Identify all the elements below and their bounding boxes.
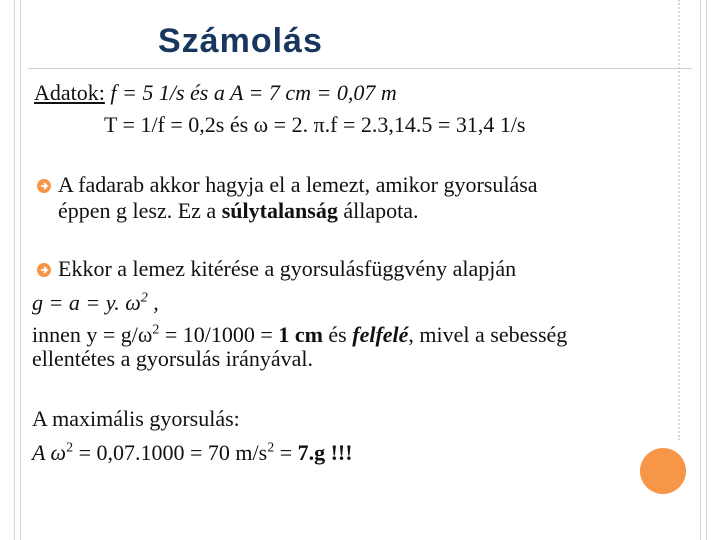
- left-frame-line-inner: [20, 0, 21, 540]
- max-acc-mid: = 0,07.1000 = 70 m/s: [73, 440, 268, 465]
- left-frame-line: [14, 0, 15, 540]
- bullet2-formula: [32, 290, 159, 316]
- bullet2-line3-pre: innen y = g/ω: [32, 322, 153, 347]
- bullet2-line1: Ekkor a lemez kitérése a gyorsulásfüggvény alapján: [58, 256, 517, 281]
- max-acc-bold: 7.g !!!: [297, 440, 353, 465]
- title-divider: [28, 68, 692, 69]
- right-frame-line: [706, 0, 707, 540]
- bullet1-line2: [58, 198, 419, 224]
- right-frame-line-inner: [700, 0, 701, 540]
- data-line: [34, 80, 397, 106]
- max-acc-eq: =: [274, 440, 298, 465]
- bullet2-formula-exp: 2: [140, 290, 148, 306]
- page-title: Számolás: [158, 22, 323, 60]
- bullet2-formula-tail: ,: [147, 290, 159, 315]
- data-label: Adatok:: [34, 80, 105, 105]
- bullet2-line3-and: és: [322, 322, 353, 347]
- pointer-bullet-icon: [36, 178, 52, 194]
- bullet1-line2-post: állapota.: [337, 198, 419, 223]
- bullet2-line4: ellentétes a gyorsulás irányával.: [32, 346, 314, 371]
- bullet2-line3-bold: 1 cm: [278, 322, 323, 347]
- dotted-guide-line: [678, 0, 680, 440]
- max-acc-heading: A maximális gyorsulás:: [32, 406, 240, 431]
- bullet2-line3-boldit: felfelé: [352, 322, 409, 347]
- bullet2-formula-main: g = a = y. ω: [32, 290, 141, 315]
- data-text: f = 5 1/s és a A = 7 cm = 0,07 m: [104, 80, 397, 105]
- period-line: T = 1/f = 0,2s és ω = 2. π.f = 2.3,14.5 = 31,4 1/s: [104, 112, 526, 137]
- bullet1-line2-pre: éppen g lesz. Ez a: [58, 198, 222, 223]
- bullet2-line3-mid: = 10/1000 =: [159, 322, 279, 347]
- bullet2-line3-post: , mivel a sebesség: [408, 322, 568, 347]
- bullet2-line3: [32, 322, 567, 348]
- pointer-bullet-icon: [36, 262, 52, 278]
- bullet1-bold: súlytalanság: [221, 198, 338, 223]
- max-acc-pre: A ω: [32, 440, 67, 465]
- bullet1-line1: A fadarab akkor hagyja el a lemezt, amikor gyorsulása: [58, 172, 538, 197]
- decorative-circle-icon: [640, 448, 686, 494]
- max-acc-formula: [32, 440, 353, 466]
- max-acc-exp1: 2: [66, 440, 74, 456]
- bullet2-line3-exp: 2: [152, 322, 160, 338]
- max-acc-exp2: 2: [267, 440, 275, 456]
